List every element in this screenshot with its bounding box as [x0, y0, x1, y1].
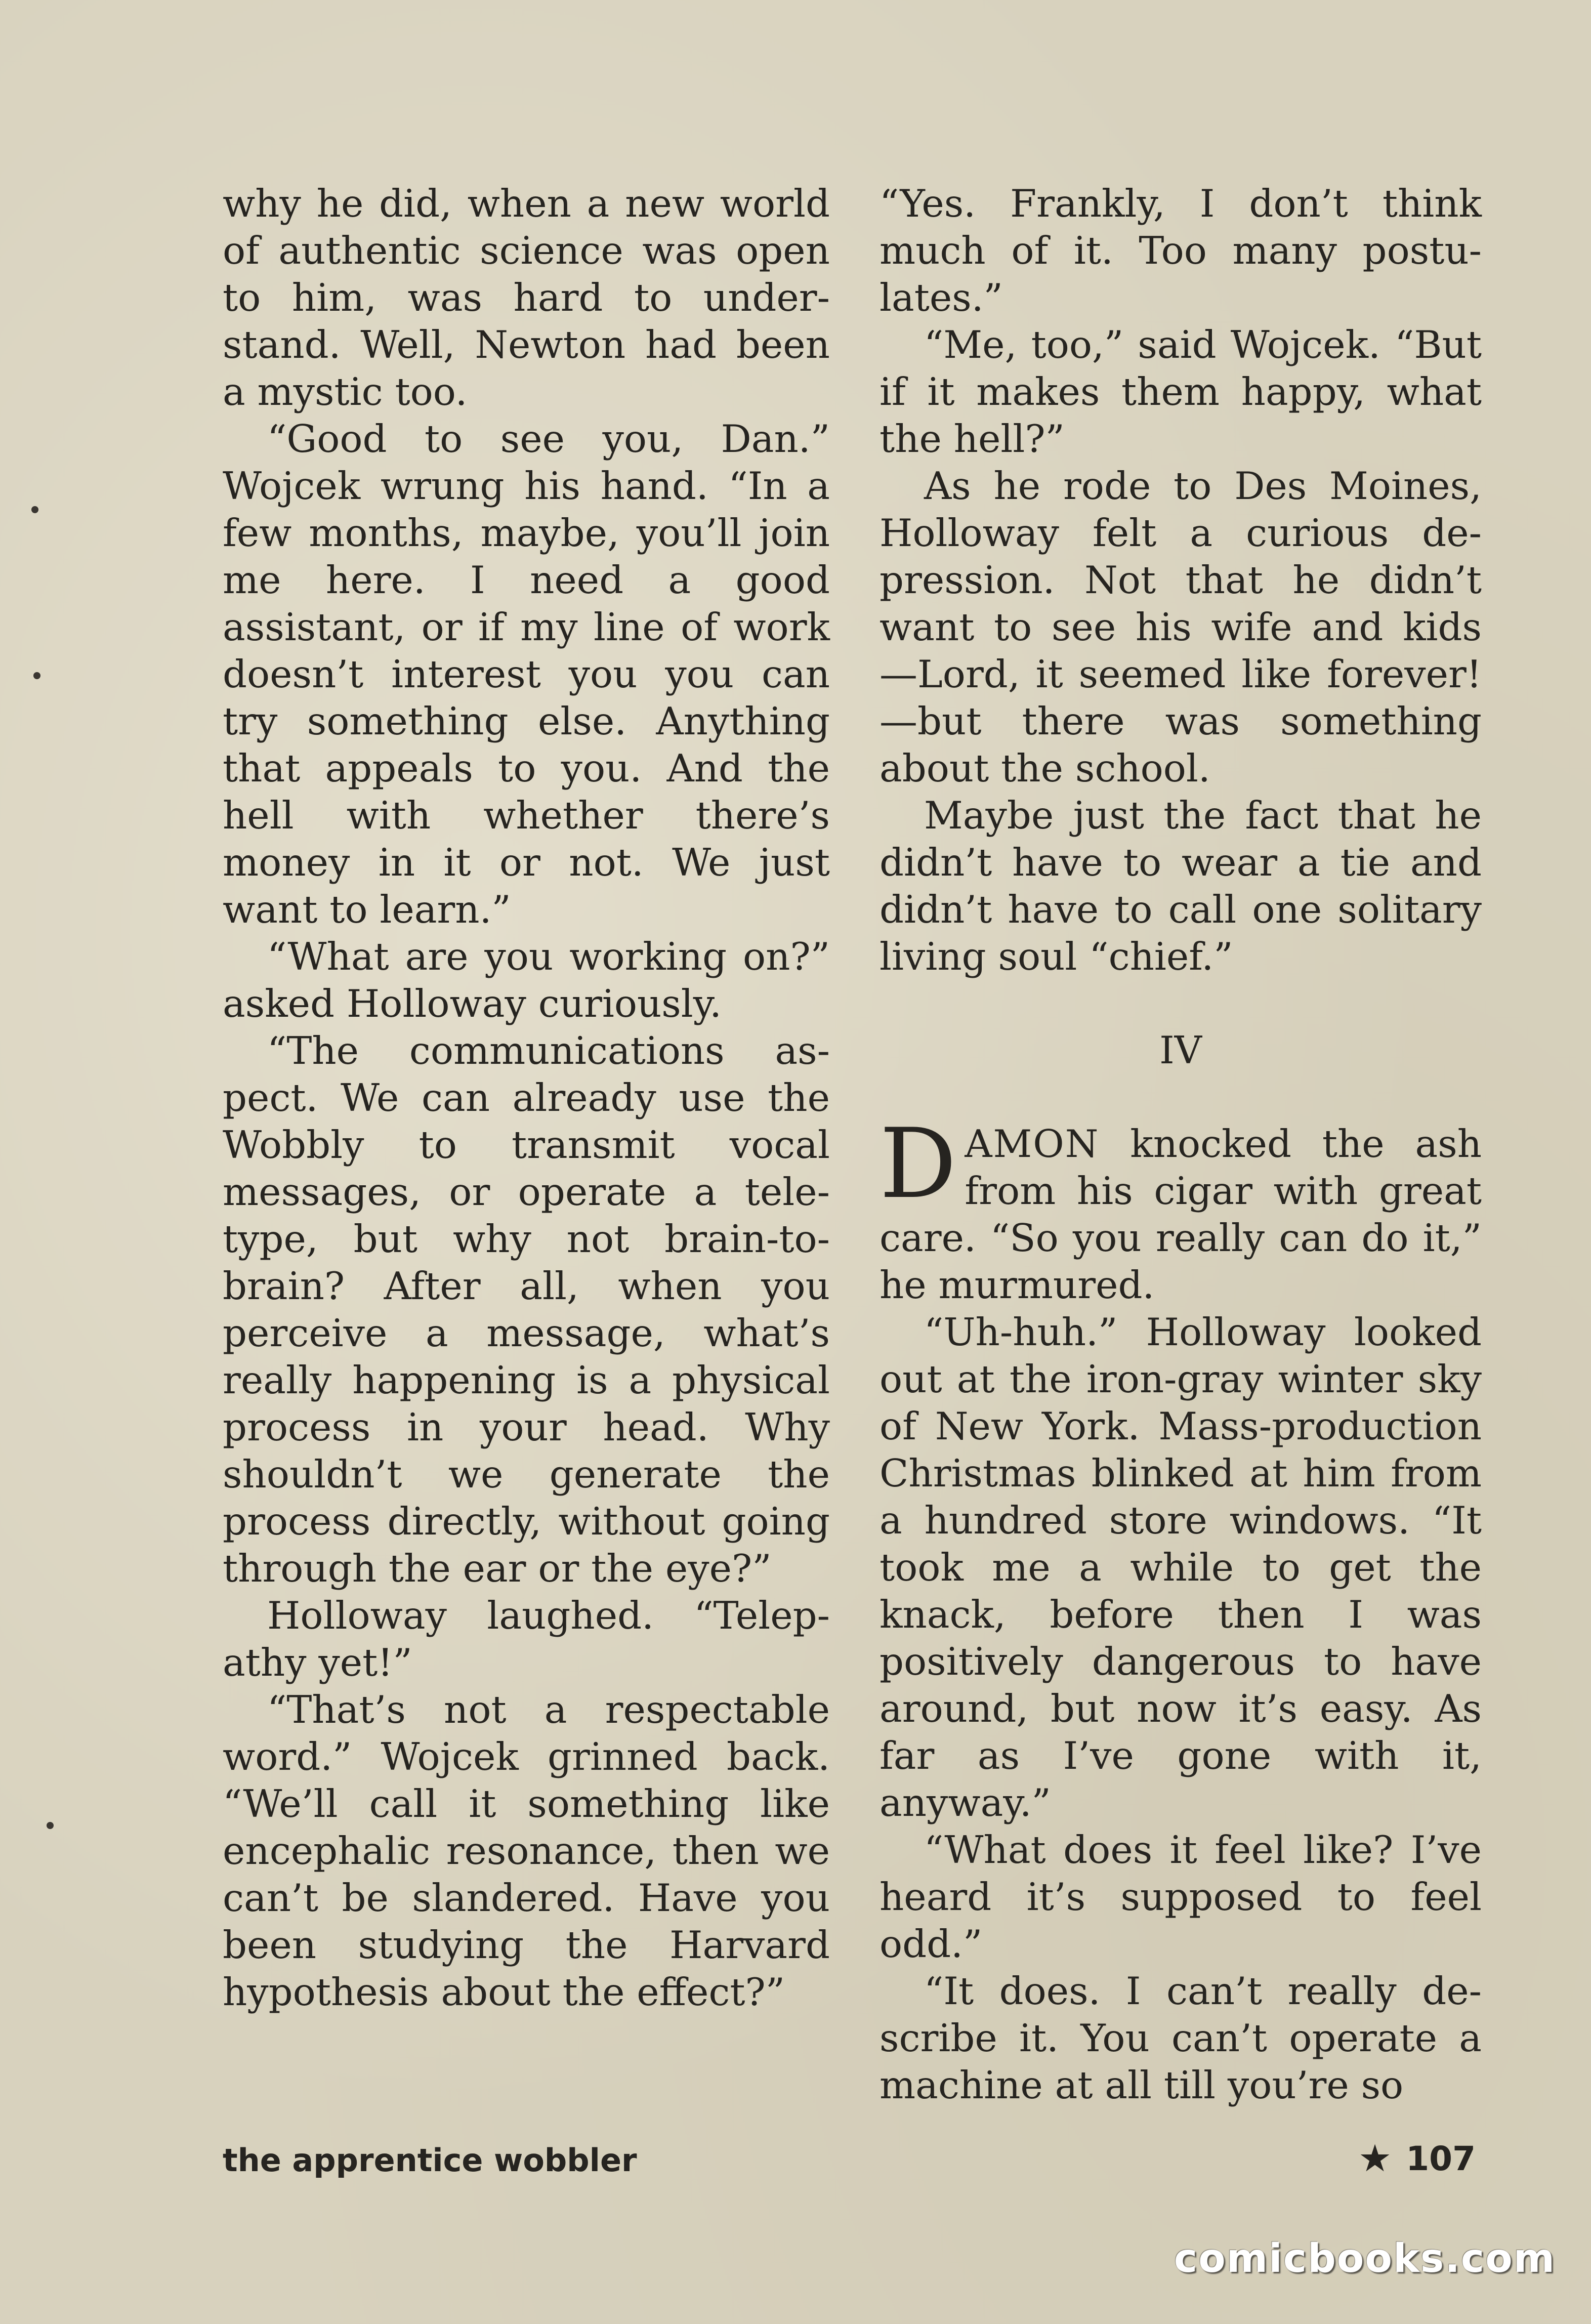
- page-number: 107: [1406, 2139, 1476, 2178]
- running-title: the apprentice wobbler: [223, 2142, 637, 2179]
- paragraph: Maybe just the fact that he didn’t have to wear a tie and didn’t have to call one solitary living soul “chief.”: [880, 793, 1482, 979]
- paragraph: “Me, too,” said Wojcek. “But if it makes them happy, what the hell?”: [880, 322, 1482, 461]
- paragraph: “What does it feel like? I’ve heard it’s supposed to feel odd.”: [880, 1828, 1482, 1966]
- paragraph: Holloway laughed. “Telepathy yet!”: [223, 1593, 830, 1685]
- drop-cap: D: [880, 1108, 957, 1220]
- paragraph: “It does. I can’t really describe it. You can’t operate a machine at all till you’re so: [880, 1969, 1482, 2107]
- dropcap-smallcaps: AMON: [965, 1122, 1100, 1166]
- paragraph: “The communications aspect. We can already use the Wobbly to transmit vocal messages, or operate a teletype, but why not brain-to-brain? After all, when you perceive a message, what’s really happening is a physical process in your head. Why shouldn’t we generate the process directly, without going through the ear or the eye?”: [223, 1028, 830, 1591]
- page-folio: [1358, 2137, 1476, 2180]
- section-heading: IV: [1159, 1028, 1202, 1072]
- paragraph: why he did, when a new world of authentic science was open to him, was hard to understand. Well, Newton had been a mystic too.: [223, 181, 830, 414]
- paragraph: As he rode to Des Moines, Holloway felt a curious depression. Not that he didn’t want to see his wife and kids —Lord, it seemed like forever!—but there was something about the school.: [880, 464, 1482, 791]
- paragraph: “That’s not a respectable word.” Wojcek grinned back. “We’ll call it something like encephalic resonance, then we can’t be slandered. Have you been studying the Harvard hypothesis about the effect?”: [223, 1687, 830, 2014]
- paragraph: “Yes. Frankly, I don’t think much of it. Too many postulates.”: [880, 181, 1482, 320]
- dropcap-paragraph: [880, 1108, 1482, 1309]
- right-text-column: [880, 180, 1482, 2109]
- paragraph: “Uh-huh.” Holloway looked out at the iron-gray winter sky of New York. Mass-production Christmas blinked at him from a hundred store windows. “It took me a while to get the knack, before then I was positively dangerous to have around, but now it’s easy. As far as I’ve gone with it, anyway.”: [880, 1310, 1482, 1825]
- margin-speck: [31, 506, 38, 513]
- left-text-column: [223, 180, 830, 2016]
- margin-speck: [33, 672, 40, 679]
- star-icon: ★: [1358, 2137, 1392, 2180]
- paragraph: “Good to see you, Dan.” Wojcek wrung his hand. “In a few months, maybe, you’ll join me here. I need a good assistant, or if my line of work doesn’t interest you you can try something else. Anything that appeals to you. And the hell with whether there’s money in it or not. We just want to learn.”: [223, 417, 830, 932]
- paragraph: “What are you working on?” asked Holloway curiously.: [223, 934, 830, 1026]
- dropcap-paragraph-text: knocked the ash from his cigar with great care. “So you really can do it,” he murmured.: [880, 1122, 1482, 1307]
- watermark: comicbooks.com: [1174, 2236, 1556, 2281]
- margin-speck: [47, 1822, 54, 1829]
